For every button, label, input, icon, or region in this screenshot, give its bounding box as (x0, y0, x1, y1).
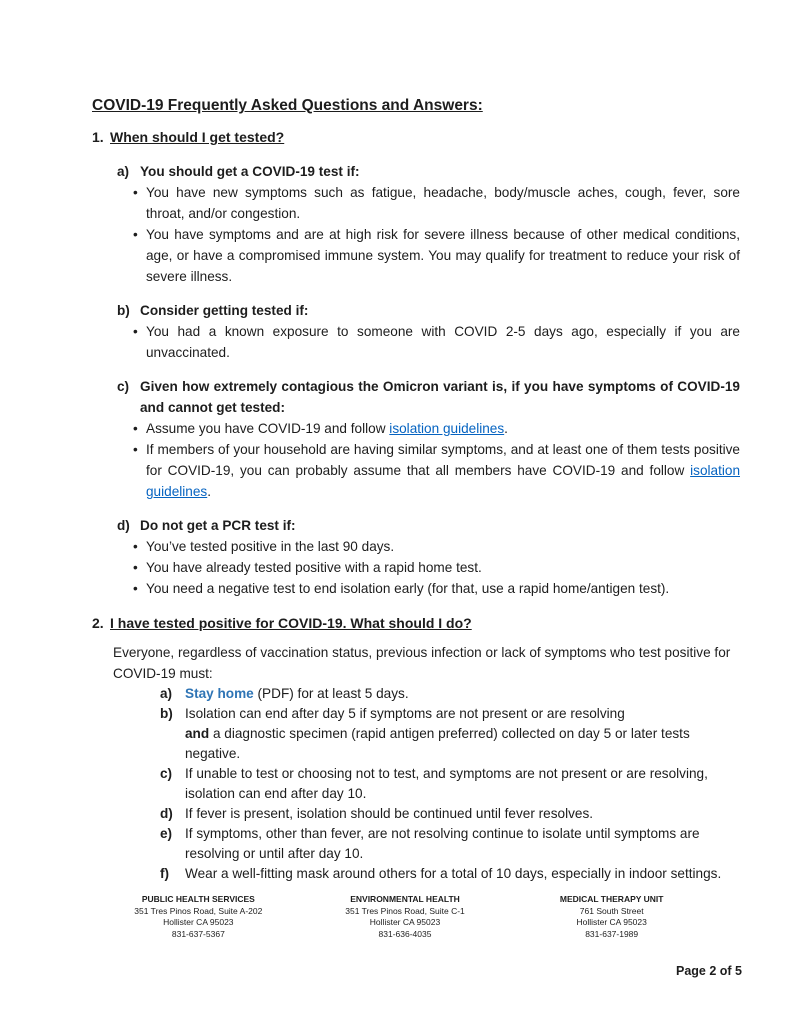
section-label: c) (117, 379, 130, 394)
page-footer (95, 894, 715, 940)
section-label: b) (117, 303, 130, 318)
bullet-item (133, 321, 740, 363)
section-a-heading (117, 161, 740, 182)
item-text: If symptoms, other than fever, are not resolving continue to isolate until symptoms are resolving or until after day 10. (185, 826, 700, 861)
section-a (117, 161, 740, 287)
office-address: 351 Tres Pinos Road, Suite C-1 (345, 905, 465, 916)
question-1 (92, 127, 740, 599)
item-text: If fever is present, isolation should be continued until fever resolves. (185, 806, 594, 821)
bullet-text: . (504, 421, 508, 436)
bullet-text: . (207, 484, 211, 499)
question-2 (92, 613, 740, 884)
section-d-heading (117, 515, 740, 536)
section-heading-text: You should get a COVID-19 test if: (140, 164, 360, 179)
lettered-item-e (160, 824, 740, 864)
item-text-segment: a diagnostic specimen (rapid antigen preferred) collected on day 5 or later tests negative. (185, 726, 690, 761)
bullet-item (133, 557, 740, 578)
bullet-list (117, 182, 740, 287)
item-text-segment: Isolation can end after day 5 if symptoms are not present or are resolving (185, 706, 625, 721)
bullet-text: You had a known exposure to someone with COVID 2-5 days ago, especially if you are unvaccinated. (146, 324, 740, 360)
lettered-item-b (160, 704, 740, 764)
section-d (117, 515, 740, 599)
office-city: Hollister CA 95023 (576, 917, 647, 927)
item-text (185, 704, 740, 764)
bullet-item (133, 536, 740, 557)
item-text: Wear a well-fitting mask around others for a total of 10 days, especially in indoor settings. (185, 866, 722, 881)
section-heading-text: Consider getting tested if: (140, 303, 309, 318)
bullet-item (133, 224, 740, 287)
question-number: 2. (92, 615, 104, 631)
page-number: Page 2 of 5 (676, 964, 742, 978)
item-label: e) (160, 826, 173, 841)
footer-office-environmental-health (302, 894, 509, 940)
section-heading-text: Do not get a PCR test if: (140, 518, 296, 533)
item-text-segment: (PDF) for at least 5 days. (253, 686, 409, 701)
bullet-text: You need a negative test to end isolation early (for that, use a rapid home/antigen test). (146, 581, 670, 596)
bullet-item (133, 439, 740, 502)
section-b (117, 300, 740, 363)
section-label: d) (117, 518, 130, 533)
item-label: b) (160, 706, 173, 721)
lettered-item-c (160, 764, 740, 804)
section-c (117, 376, 740, 502)
office-name: MEDICAL THERAPY UNIT (559, 894, 664, 904)
item-label: d) (160, 806, 173, 821)
bullet-text: You have symptoms and are at high risk for severe illness because of other medical conditions, age, or have a compromised immune system. You may qualify for treatment to reduce your risk of severe illness. (146, 227, 740, 284)
isolation-guidelines-link[interactable]: isolation guidelines (389, 421, 505, 436)
item-text (185, 684, 740, 704)
lettered-list (160, 684, 740, 884)
office-name: ENVIRONMENTAL HEALTH (350, 894, 460, 904)
document-content (92, 95, 740, 884)
lettered-item-f (160, 864, 740, 884)
bullet-text: Assume you have COVID-19 and follow (146, 421, 390, 436)
bullet-item (133, 578, 740, 599)
office-address: 761 South Street (579, 905, 644, 916)
office-city: Hollister CA 95023 (369, 917, 441, 927)
bullet-list (117, 321, 740, 363)
bullet-item (133, 182, 740, 224)
section-c-heading (117, 376, 740, 418)
office-phone: 831-637-5367 (171, 928, 225, 939)
lettered-item-a (160, 684, 740, 704)
section-label: a) (117, 164, 130, 179)
document-title: COVID-19 Frequently Asked Questions and Answers: (92, 97, 483, 114)
bullet-item (133, 418, 740, 439)
question-heading-text: I have tested positive for COVID-19. What should I do? (110, 615, 472, 631)
question-number: 1. (92, 129, 104, 145)
bullet-text: If members of your household are having similar symptoms, and at least one of them tests positive for COVID-19, you can probably assume that all members have COVID-19 and follow (146, 442, 740, 478)
item-text-bold: and (185, 726, 210, 741)
section-b-heading (117, 300, 740, 321)
bullet-text: You have new symptoms such as fatigue, headache, body/muscle aches, cough, fever, sore throat, and/or congestion. (146, 185, 740, 221)
item-text: If unable to test or choosing not to test, and symptoms are not present or are resolving, isolation can end after day 10. (185, 766, 708, 801)
question-2-intro: Everyone, regardless of vaccination status, previous infection or lack of symptoms who test positive for COVID-19 must: (113, 645, 731, 681)
bullet-list (117, 536, 740, 599)
office-name: PUBLIC HEALTH SERVICES (141, 894, 255, 904)
office-city: Hollister CA 95023 (163, 917, 234, 927)
bullet-text: You have already tested positive with a rapid home test. (146, 560, 482, 575)
footer-office-public-health (95, 894, 302, 940)
question-1-heading (92, 127, 740, 148)
item-label: f) (160, 866, 170, 881)
office-address: 351 Tres Pinos Road, Suite A-202 (134, 905, 263, 916)
bullet-text: You’ve tested positive in the last 90 days. (146, 539, 395, 554)
lettered-item-d (160, 804, 740, 824)
stay-home-link[interactable]: Stay home (185, 686, 254, 701)
question-2-heading (92, 613, 740, 634)
footer-office-medical-therapy (508, 894, 715, 940)
section-heading-text: Given how extremely contagious the Omicron variant is, if you have symptoms of COVID-19 and cannot get tested: (140, 379, 740, 415)
item-label: a) (160, 686, 173, 701)
bullet-list (117, 418, 740, 502)
isolation-guidelines-link[interactable]: isolation guidelines (146, 463, 740, 499)
office-phone: 831-637-1989 (585, 928, 639, 939)
office-phone: 831-636-4035 (378, 928, 432, 939)
question-heading-text: When should I get tested? (110, 129, 285, 145)
item-label: c) (160, 766, 173, 781)
